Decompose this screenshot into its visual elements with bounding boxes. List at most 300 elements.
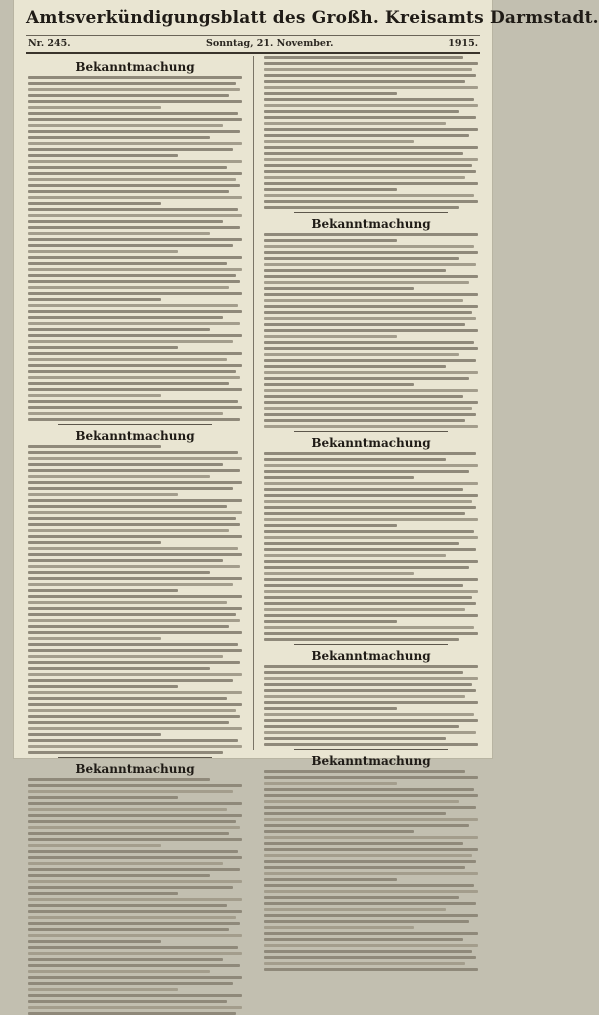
text-line — [28, 541, 161, 544]
text-line — [264, 98, 474, 101]
text-line — [28, 862, 223, 865]
text-line — [28, 304, 238, 307]
text-line — [28, 703, 242, 706]
separator-rule — [58, 757, 212, 758]
text-line — [264, 677, 478, 680]
text-line — [264, 62, 478, 65]
text-line — [264, 548, 476, 551]
text-line — [28, 1000, 227, 1003]
text-line — [28, 190, 229, 193]
text-line — [264, 794, 478, 797]
text-line — [28, 721, 229, 724]
text-line — [28, 505, 227, 508]
text-line — [28, 619, 240, 622]
text-line — [28, 340, 233, 343]
text-line — [28, 346, 178, 349]
text-line — [28, 607, 242, 610]
text-line — [28, 784, 242, 787]
text-line — [28, 148, 233, 151]
issue-date: Sonntag, 21. November. — [206, 38, 334, 49]
text-line — [264, 176, 465, 179]
text-line — [28, 487, 233, 490]
text-line — [28, 958, 223, 961]
text-line — [264, 134, 469, 137]
text-line — [28, 280, 240, 283]
text-line — [264, 743, 478, 746]
text-line — [28, 751, 223, 754]
text-line — [28, 268, 242, 271]
text-line — [264, 194, 474, 197]
text-line — [264, 848, 478, 851]
text-line — [264, 407, 472, 410]
text-line — [28, 802, 242, 805]
text-line — [28, 952, 242, 955]
text-line — [264, 701, 478, 704]
text-line — [28, 667, 210, 670]
text-line — [28, 661, 240, 664]
text-line — [28, 226, 240, 229]
text-line — [264, 620, 397, 623]
text-line — [264, 626, 474, 629]
text-line — [28, 202, 161, 205]
separator-rule — [294, 644, 448, 645]
text-line — [28, 583, 233, 586]
text-line — [264, 425, 478, 428]
text-line — [28, 364, 242, 367]
text-line — [28, 382, 229, 385]
text-line — [28, 100, 242, 103]
text-line — [264, 950, 472, 953]
text-line — [264, 671, 463, 674]
text-line — [264, 92, 397, 95]
text-line — [264, 572, 414, 575]
text-line — [264, 554, 446, 557]
text-line — [28, 691, 242, 694]
text-line — [264, 74, 476, 77]
text-line — [28, 328, 210, 331]
text-line — [264, 299, 463, 302]
text-line — [28, 94, 229, 97]
separator-rule — [58, 424, 212, 425]
text-line — [264, 482, 478, 485]
text-line — [264, 956, 476, 959]
text-line — [28, 493, 178, 496]
text-line — [264, 770, 465, 773]
text-line — [28, 808, 227, 811]
text-line — [28, 445, 161, 448]
text-line — [264, 365, 446, 368]
text-line — [28, 292, 242, 295]
text-line — [264, 854, 472, 857]
text-line — [264, 233, 478, 236]
text-line — [264, 530, 474, 533]
text-line — [28, 976, 242, 979]
text-line — [264, 926, 414, 929]
text-line — [264, 239, 397, 242]
text-line — [28, 160, 242, 163]
text-line — [264, 830, 414, 833]
text-line — [264, 128, 478, 131]
text-line — [28, 475, 210, 478]
text-line — [28, 814, 242, 817]
text-line — [28, 262, 227, 265]
text-line — [264, 596, 472, 599]
text-line — [264, 413, 476, 416]
text-line — [264, 506, 476, 509]
text-line — [264, 632, 478, 635]
text-line — [264, 140, 414, 143]
separator-rule — [294, 431, 448, 432]
text-line — [264, 800, 459, 803]
text-line — [264, 968, 478, 971]
text-line — [264, 251, 478, 254]
text-line — [264, 152, 463, 155]
text-line — [264, 788, 474, 791]
text-line — [28, 577, 242, 580]
text-line — [264, 395, 463, 398]
text-line — [28, 469, 240, 472]
text-line — [28, 940, 161, 943]
text-line — [28, 685, 178, 688]
text-line — [28, 910, 242, 913]
text-line — [28, 571, 210, 574]
text-line — [264, 560, 478, 563]
text-line — [28, 529, 229, 532]
text-line — [264, 725, 459, 728]
notice — [28, 762, 242, 1015]
text-line — [28, 511, 242, 514]
text-line — [28, 649, 242, 652]
text-line — [28, 637, 161, 640]
text-line — [28, 172, 242, 175]
text-line — [264, 347, 478, 350]
text-line — [28, 178, 236, 181]
text-line — [264, 812, 446, 815]
text-line — [264, 359, 476, 362]
text-line — [264, 329, 478, 332]
text-line — [264, 638, 459, 641]
text-line — [28, 559, 223, 562]
text-line — [264, 182, 478, 185]
text-line — [28, 142, 242, 145]
text-line — [264, 317, 476, 320]
text-line — [28, 88, 240, 91]
text-line — [28, 418, 240, 421]
issue-line — [26, 35, 480, 54]
text-line — [28, 625, 229, 628]
text-line — [264, 695, 465, 698]
text-line — [28, 136, 210, 139]
text-line — [264, 335, 397, 338]
text-line — [264, 932, 478, 935]
notice — [28, 429, 242, 754]
text-line — [264, 311, 472, 314]
text-line — [264, 104, 478, 107]
masthead: Amtsverkündigungsblatt des Großh. Kreisamts Darmstadt. — [26, 8, 599, 28]
text-line — [28, 553, 242, 556]
text-line — [28, 106, 161, 109]
text-line — [264, 938, 463, 941]
text-line — [264, 806, 476, 809]
text-line — [28, 613, 236, 616]
text-line — [264, 842, 463, 845]
text-line — [264, 776, 478, 779]
text-line — [28, 946, 238, 949]
text-line — [264, 782, 397, 785]
text-line — [264, 488, 463, 491]
text-line — [264, 719, 478, 722]
text-line — [264, 608, 465, 611]
notice-title: Bekanntmachung — [311, 217, 431, 231]
text-line — [28, 715, 240, 718]
text-line — [264, 269, 446, 272]
text-line — [28, 286, 229, 289]
issue-number: Nr. 245. — [28, 38, 71, 49]
text-line — [28, 166, 227, 169]
text-line — [28, 298, 161, 301]
notice-continuation — [264, 56, 478, 209]
text-line — [28, 322, 240, 325]
notice — [264, 436, 478, 641]
text-line — [28, 904, 227, 907]
text-line — [28, 964, 240, 967]
text-line — [28, 82, 236, 85]
text-line — [264, 164, 472, 167]
text-line — [28, 232, 210, 235]
text-line — [28, 244, 233, 247]
text-line — [264, 536, 478, 539]
newspaper-page — [14, 0, 599, 776]
text-line — [28, 220, 223, 223]
text-line — [264, 836, 478, 839]
text-line — [28, 184, 240, 187]
text-line — [264, 713, 474, 716]
notice-body — [264, 770, 478, 971]
text-line — [264, 56, 463, 59]
text-line — [28, 832, 229, 835]
notice-body — [28, 778, 242, 1015]
text-line — [28, 790, 233, 793]
text-line — [264, 707, 397, 710]
text-line — [28, 655, 223, 658]
left-column — [28, 56, 242, 776]
text-line — [28, 565, 240, 568]
text-line — [28, 76, 242, 79]
text-line — [264, 188, 397, 191]
text-line — [264, 257, 459, 260]
text-line — [264, 401, 478, 404]
text-line — [28, 523, 240, 526]
text-line — [264, 908, 446, 911]
text-line — [264, 878, 397, 881]
text-line — [264, 245, 474, 248]
text-line — [28, 130, 240, 133]
text-line — [264, 158, 478, 161]
text-line — [28, 970, 210, 973]
notice — [264, 754, 478, 971]
text-line — [28, 499, 242, 502]
notice — [264, 649, 478, 746]
text-line — [264, 590, 478, 593]
text-line — [28, 124, 223, 127]
text-line — [264, 524, 397, 527]
text-line — [28, 154, 178, 157]
text-line — [28, 394, 161, 397]
text-line — [264, 470, 469, 473]
text-line — [264, 512, 465, 515]
text-line — [264, 419, 465, 422]
text-line — [264, 902, 476, 905]
text-line — [28, 838, 242, 841]
text-line — [264, 458, 446, 461]
text-line — [28, 868, 240, 871]
text-line — [264, 110, 459, 113]
text-line — [28, 388, 242, 391]
text-line — [28, 886, 233, 889]
text-line — [28, 463, 223, 466]
text-line — [264, 860, 476, 863]
text-line — [28, 208, 238, 211]
text-line — [264, 305, 478, 308]
text-line — [28, 517, 236, 520]
text-line — [264, 566, 469, 569]
text-line — [264, 872, 478, 875]
text-line — [264, 962, 465, 965]
issue-year: 1915. — [448, 38, 478, 49]
text-line — [264, 914, 478, 917]
text-line — [264, 341, 474, 344]
text-line — [28, 370, 236, 373]
notice-body — [28, 445, 242, 754]
text-line — [28, 898, 242, 901]
notice — [28, 60, 242, 421]
text-line — [264, 578, 478, 581]
text-line — [28, 214, 242, 217]
text-line — [264, 122, 446, 125]
text-line — [264, 890, 478, 893]
text-line — [28, 874, 210, 877]
text-line — [28, 256, 242, 259]
text-line — [28, 631, 242, 634]
text-line — [264, 389, 478, 392]
notice-body — [28, 76, 242, 421]
text-line — [28, 376, 240, 379]
text-line — [28, 196, 242, 199]
text-line — [264, 452, 476, 455]
text-line — [264, 377, 469, 380]
text-line — [28, 547, 238, 550]
text-line — [28, 451, 238, 454]
text-line — [264, 494, 478, 497]
text-line — [28, 727, 242, 730]
text-line — [28, 589, 178, 592]
text-line — [28, 934, 242, 937]
text-line — [264, 68, 472, 71]
text-line — [264, 371, 478, 374]
text-line — [28, 844, 161, 847]
text-line — [264, 665, 478, 668]
text-line — [264, 116, 476, 119]
text-line — [264, 689, 476, 692]
text-line — [28, 112, 238, 115]
text-line — [264, 80, 465, 83]
text-line — [264, 866, 465, 869]
text-line — [264, 683, 472, 686]
text-line — [264, 170, 476, 173]
text-line — [28, 481, 242, 484]
text-line — [28, 922, 240, 925]
text-line — [28, 850, 238, 853]
column-divider — [253, 56, 254, 750]
text-line — [28, 352, 242, 355]
text-line — [28, 457, 242, 460]
text-line — [264, 518, 478, 521]
text-line — [264, 281, 469, 284]
text-line — [28, 238, 242, 241]
text-line — [264, 275, 478, 278]
text-line — [28, 679, 233, 682]
text-line — [28, 358, 227, 361]
text-line — [264, 884, 474, 887]
text-line — [28, 820, 236, 823]
text-line — [28, 643, 238, 646]
notice-title: Bekanntmachung — [75, 762, 195, 776]
text-line — [28, 412, 223, 415]
text-line — [264, 737, 446, 740]
notice-title: Bekanntmachung — [311, 436, 431, 450]
text-line — [28, 988, 178, 991]
text-line — [28, 400, 238, 403]
notice-title: Bekanntmachung — [75, 429, 195, 443]
text-line — [264, 476, 414, 479]
text-line — [28, 796, 178, 799]
text-line — [28, 595, 242, 598]
text-line — [28, 856, 242, 859]
notice-body — [264, 233, 478, 428]
text-line — [28, 535, 242, 538]
text-line — [264, 818, 478, 821]
right-column — [264, 56, 478, 768]
text-line — [264, 86, 478, 89]
text-line — [28, 316, 223, 319]
text-line — [28, 697, 227, 700]
text-line — [264, 614, 478, 617]
text-line — [28, 250, 178, 253]
text-line — [264, 896, 459, 899]
text-line — [264, 542, 459, 545]
text-line — [264, 500, 472, 503]
text-line — [28, 274, 236, 277]
text-line — [28, 601, 227, 604]
text-line — [264, 602, 476, 605]
notice-title: Bekanntmachung — [311, 649, 431, 663]
text-line — [264, 464, 478, 467]
text-line — [264, 200, 478, 203]
text-line — [28, 673, 242, 676]
text-line — [28, 778, 210, 781]
text-line — [264, 263, 476, 266]
notice — [264, 217, 478, 428]
text-line — [264, 287, 414, 290]
notice-body — [264, 665, 478, 746]
text-line — [28, 916, 236, 919]
text-line — [28, 334, 242, 337]
text-line — [264, 731, 476, 734]
text-line — [28, 709, 236, 712]
text-line — [28, 733, 161, 736]
text-line — [28, 406, 242, 409]
text-line — [264, 206, 459, 209]
